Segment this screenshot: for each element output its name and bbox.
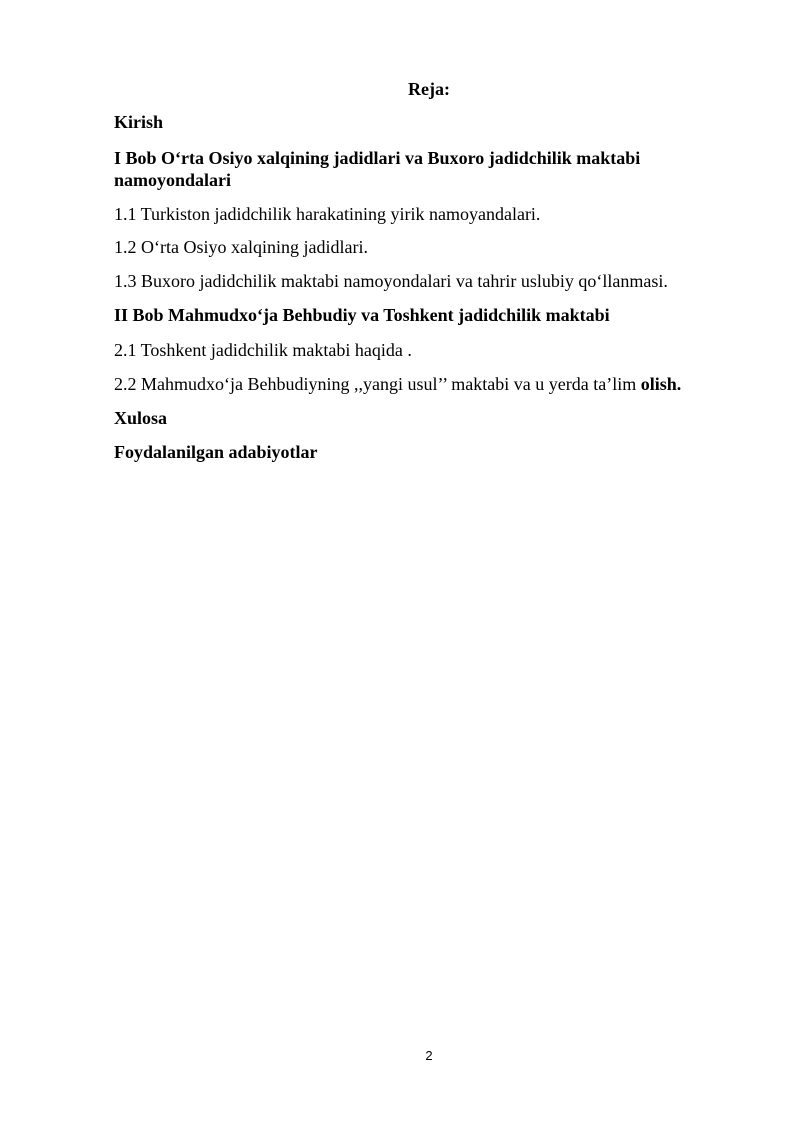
- page-title: Reja:: [408, 79, 450, 99]
- subsection-2-2-bold-word: olish.: [640, 374, 682, 394]
- subsection-2-2: [114, 373, 681, 395]
- subsection-1-3: 1.3 Buxoro jadidchilik maktabi namoyondalari va tahrir uslubiy qo‘llanmasi.: [114, 271, 668, 291]
- subsection-1-2: 1.2 O‘rta Osiyo xalqining jadidlari.: [114, 237, 368, 257]
- section-kirish: Kirish: [114, 112, 164, 132]
- page-number: 2: [425, 1048, 433, 1063]
- subsection-1-1: 1.1 Turkiston jadidchilik harakatining yirik namoyandalari.: [114, 204, 541, 224]
- section-xulosa: Xulosa: [114, 408, 168, 428]
- section-references: Foydalanilgan adabiyotlar: [114, 442, 318, 462]
- subsection-2-2-text: 2.2 Mahmudxo‘ja Behbudiyning ,,yangi usul’’ maktabi va u yerda ta’lim: [114, 374, 641, 394]
- chapter-2-heading: II Bob Mahmudxo‘ja Behbudiy va Toshkent jadidchilik maktabi: [114, 305, 610, 325]
- chapter-1-heading: I Bob O‘rta Osiyo xalqining jadidlari va Buxoro jadidchilik maktabi namoyondalari: [114, 148, 641, 190]
- subsection-2-1: 2.1 Toshkent jadidchilik maktabi haqida .: [114, 340, 412, 360]
